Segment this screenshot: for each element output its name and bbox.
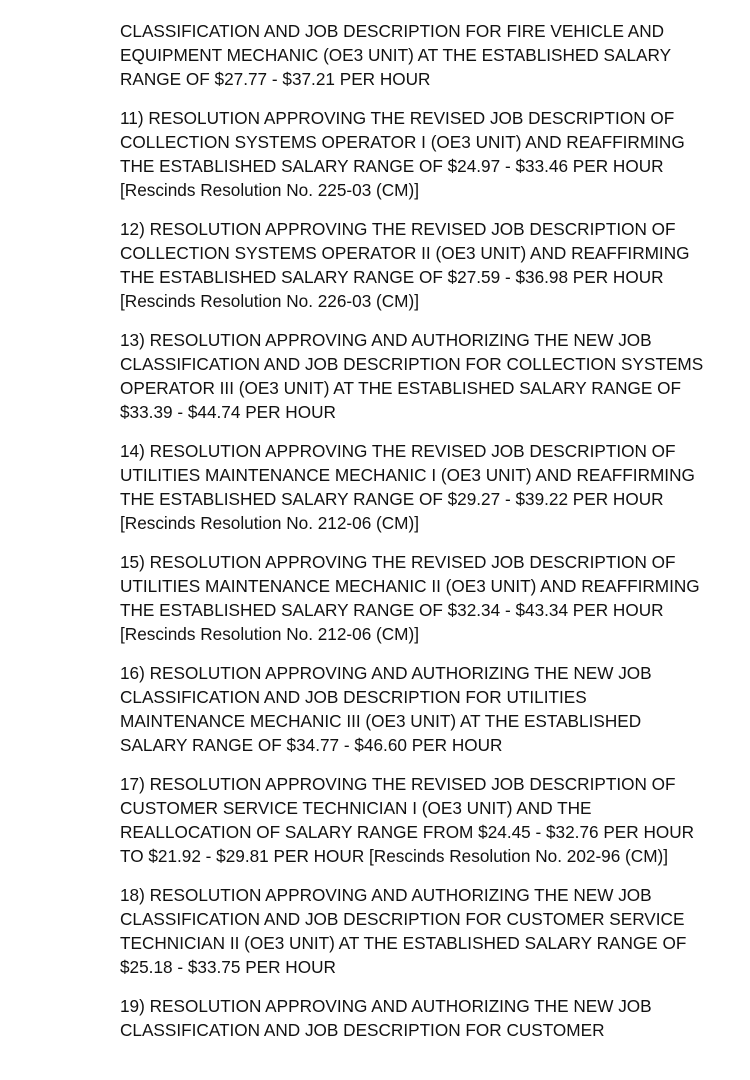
resolution-item-13: 13) RESOLUTION APPROVING AND AUTHORIZING THE NEW JOB CLASSIFICATION AND JOB DESCRIPTION FOR COLLECTION SYSTEMS OPERATOR III (OE3 UNIT) AT THE ESTABLISHED SALARY RANGE OF $33.39 - $44.74 PER HOUR bbox=[120, 330, 704, 422]
document-body bbox=[120, 19, 710, 1057]
resolution-item-14: 14) RESOLUTION APPROVING THE REVISED JOB DESCRIPTION OF UTILITIES MAINTENANCE MECHANIC I (OE3 UNIT) AND REAFFIRMING THE ESTABLISHED SALARY RANGE OF $29.27 - $39.22 PER HOUR [Rescinds Resolution No. 212-06 (CM)] bbox=[120, 441, 695, 533]
resolution-item-12: 12) RESOLUTION APPROVING THE REVISED JOB DESCRIPTION OF COLLECTION SYSTEMS OPERATOR II (OE3 UNIT) AND REAFFIRMING THE ESTABLISHED SALARY RANGE OF $27.59 - $36.98 PER HOUR [Rescinds Resolution No. 226-03 (CM)] bbox=[120, 219, 690, 311]
resolution-item-15: 15) RESOLUTION APPROVING THE REVISED JOB DESCRIPTION OF UTILITIES MAINTENANCE MECHANIC II (OE3 UNIT) AND REAFFIRMING THE ESTABLISHED SALARY RANGE OF $32.34 - $43.34 PER HOUR [Rescinds Resolution No. 212-06 (CM)] bbox=[120, 552, 700, 644]
resolution-item-11: 11) RESOLUTION APPROVING THE REVISED JOB DESCRIPTION OF COLLECTION SYSTEMS OPERATOR I (OE3 UNIT) AND REAFFIRMING THE ESTABLISHED SALARY RANGE OF $24.97 - $33.46 PER HOUR [Rescinds Resolution No. 225-03 (CM)] bbox=[120, 108, 685, 200]
resolution-item-19: 19) RESOLUTION APPROVING AND AUTHORIZING THE NEW JOB CLASSIFICATION AND JOB DESCRIPTION FOR CUSTOMER bbox=[120, 996, 652, 1040]
resolution-item-17: 17) RESOLUTION APPROVING THE REVISED JOB DESCRIPTION OF CUSTOMER SERVICE TECHNICIAN I (OE3 UNIT) AND THE REALLOCATION OF SALARY RANGE FROM $24.45 - $32.76 PER HOUR TO $21.92 - $29.81 PER HOUR [Rescinds Resolution No. 202-96 (CM)] bbox=[120, 774, 695, 866]
resolution-item-18: 18) RESOLUTION APPROVING AND AUTHORIZING THE NEW JOB CLASSIFICATION AND JOB DESCRIPTION FOR CUSTOMER SERVICE TECHNICIAN II (OE3 UNIT) AT THE ESTABLISHED SALARY RANGE OF $25.18 - $33.75 PER HOUR bbox=[120, 885, 687, 977]
resolution-item-16: 16) RESOLUTION APPROVING AND AUTHORIZING THE NEW JOB CLASSIFICATION AND JOB DESCRIPTION FOR UTILITIES MAINTENANCE MECHANIC III (OE3 UNIT) AT THE ESTABLISHED SALARY RANGE OF $34.77 - $46.60 PER HOUR bbox=[120, 663, 652, 755]
resolution-item-continued: CLASSIFICATION AND JOB DESCRIPTION FOR FIRE VEHICLE AND EQUIPMENT MECHANIC (OE3 UNIT) AT THE ESTABLISHED SALARY RANGE OF $27.77 - $37.21 PER HOUR bbox=[120, 21, 671, 89]
